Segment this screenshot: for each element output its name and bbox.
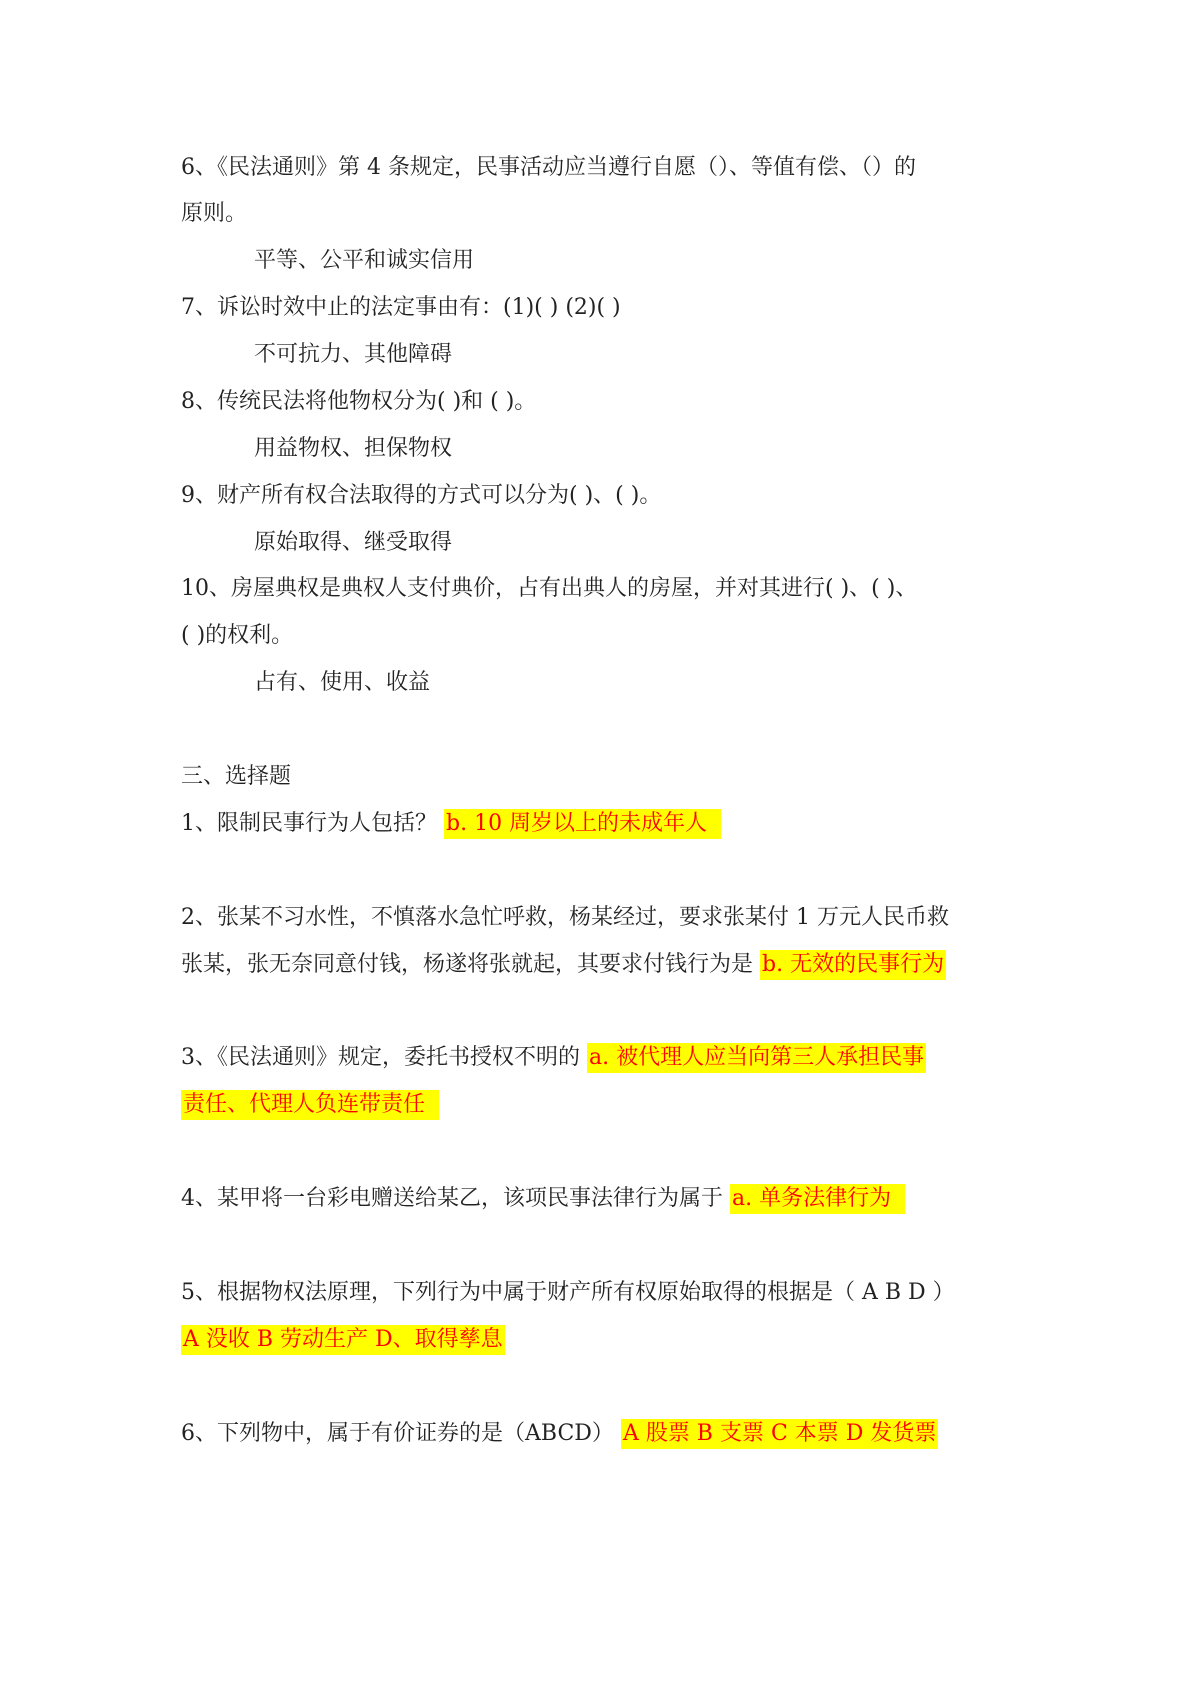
fill-q8: 8、传统民法将他物权分为( )和 ( )。 xyxy=(181,389,537,414)
fill-q9-answer: 原始取得、继受取得 xyxy=(254,530,453,555)
section-heading: 三、选择题 xyxy=(181,764,292,789)
choice-q3-line2 xyxy=(181,1090,439,1120)
choice-q6-text: 6、下列物中，属于有价证券的是（ABCD） xyxy=(181,1421,614,1446)
choice-q4-answer: a. 单务法律行为 xyxy=(730,1184,905,1214)
fill-q7: 7、诉讼时效中止的法定事由有：(1)( ) (2)( ) xyxy=(181,295,621,320)
choice-q3-text: 3、《民法通则》规定，委托书授权不明的 xyxy=(181,1045,580,1070)
choice-q5-line1: 5、根据物权法原理，下列行为中属于财产所有权原始取得的根据是（ A B D ） xyxy=(181,1280,955,1305)
choice-q6-answer: A 股票 B 支票 C 本票 D 发货票 xyxy=(621,1419,938,1449)
choice-q1-answer: b. 10 周岁以上的未成年人 xyxy=(444,809,721,839)
choice-q5-answer: A 没收 B 劳动生产 D、取得孳息 xyxy=(181,1325,505,1355)
fill-q8-answer: 用益物权、担保物权 xyxy=(254,436,453,461)
fill-q7-answer: 不可抗力、其他障碍 xyxy=(254,342,453,367)
choice-q2-line2 xyxy=(181,950,946,980)
fill-q6-answer: 平等、公平和诚实信用 xyxy=(254,248,475,273)
choice-q1 xyxy=(181,809,721,839)
choice-q2-line1: 2、张某不习水性，不慎落水急忙呼救，杨某经过，要求张某付 1 万元人民币救 xyxy=(181,905,949,930)
fill-q6-line1: 6、《民法通则》第 4 条规定，民事活动应当遵行自愿（）、等值有偿、（）的 xyxy=(181,155,916,180)
choice-q3-answer-line1: a. 被代理人应当向第三人承担民事 xyxy=(587,1043,926,1073)
choice-q5-line2 xyxy=(181,1325,505,1355)
fill-q9: 9、财产所有权合法取得的方式可以分为( )、( )。 xyxy=(181,483,662,508)
fill-q10-line1: 10、房屋典权是典权人支付典价，占有出典人的房屋，并对其进行( )、( )、 xyxy=(181,576,918,601)
choice-q2-answer: b. 无效的民事行为 xyxy=(760,950,946,980)
choice-q2-text: 张某，张无奈同意付钱，杨遂将张就起，其要求付钱行为是 xyxy=(181,952,754,977)
choice-q6 xyxy=(181,1419,938,1449)
choice-q4-text: 4、某甲将一台彩电赠送给某乙，该项民事法律行为属于 xyxy=(181,1186,723,1211)
fill-q6-line2: 原则。 xyxy=(181,201,248,226)
choice-q1-text: 1、限制民事行为人包括？ xyxy=(181,811,437,836)
fill-q10-answer: 占有、使用、收益 xyxy=(254,670,431,695)
choice-q3-line1 xyxy=(181,1043,926,1073)
choice-q3-answer-line2: 责任、代理人负连带责任 xyxy=(181,1090,439,1120)
fill-q10-line2: ( )的权利。 xyxy=(181,623,294,648)
choice-q4 xyxy=(181,1184,905,1214)
